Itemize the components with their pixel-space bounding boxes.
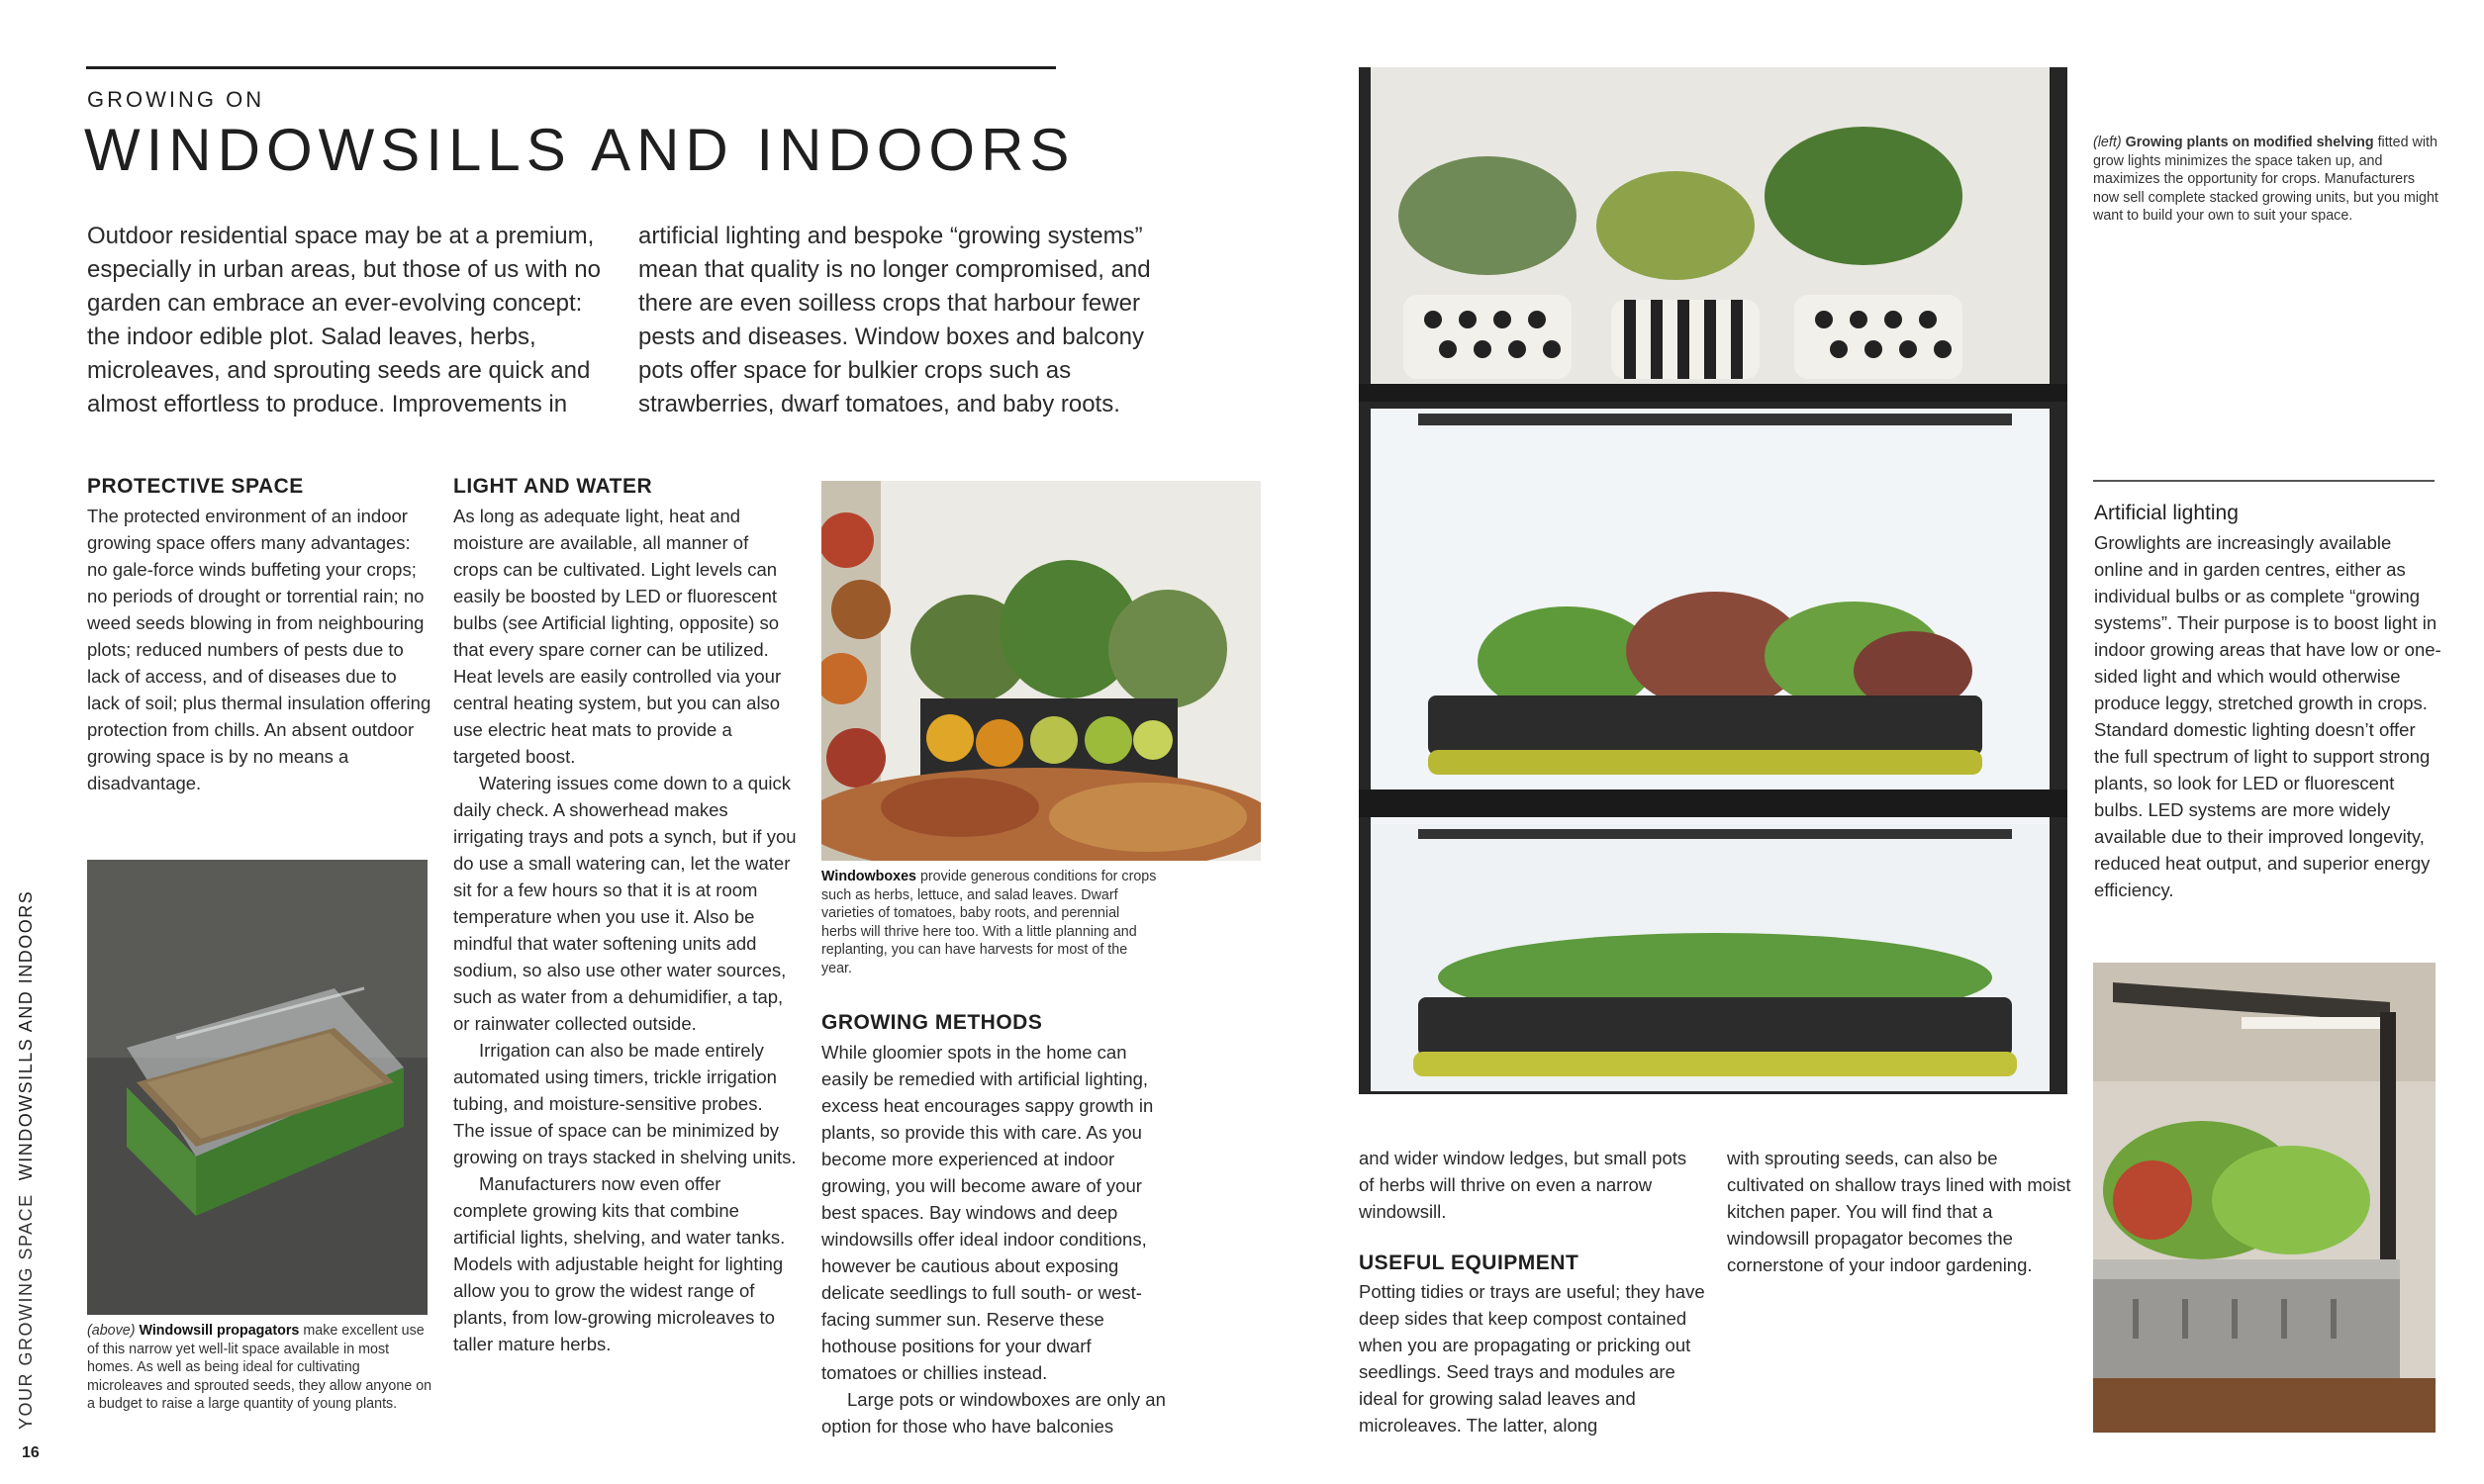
- running-head-chapter: WINDOWSILLS AND INDOORS: [16, 889, 36, 1181]
- sidebar-rule: [2093, 480, 2435, 482]
- header-rule: [86, 66, 1056, 69]
- paragraph: The protected environment of an indoor growing space offers many advantages: no gale-force winds buffeting your crops; no periods of drought or torrential rain; no weed seeds blowing in from neighbouring plots; reduced numbers of pests due to lack of access, and of diseases due to lack of soil; plus thermal insulation offering protection from chills. An absent outdoor growing space is by no means a disadvantage.: [87, 506, 431, 793]
- heading-useful-equipment: USEFUL EQUIPMENT: [1359, 1252, 1579, 1274]
- paragraph: Watering issues come down to a quick daily check. A showerhead makes irrigating trays and pots a synch, but if you do use a small watering can, let the water sit for a few hours so that it is at room temperature when you use it. Also be mindful that water softening units add sodium, so also use other water sources, such as water from a dehumidifier, a tap, or rainwater collected outside.: [453, 773, 797, 1034]
- paragraph: Irrigation can also be made entirely automated using timers, trickle irrigation tubing, and moisture-sensitive probes. The issue of space can be minimized by growing on trays stacked in shelving units.: [453, 1040, 797, 1167]
- page-number: 16: [22, 1444, 40, 1461]
- caption-bold: Windowboxes: [821, 869, 916, 884]
- windowboxes-caption: [821, 868, 1158, 978]
- paragraph: Potting tidies or trays are useful; they have deep sides that keep compost contained when you are propagating or pricking out seedlings. Seed trays and modules are ideal for growing salad leaves and microleaves. The latter, along: [1359, 1281, 1705, 1436]
- page-title: WINDOWSILLS AND INDOORS: [84, 117, 1076, 183]
- shelving-photo: [1359, 67, 2067, 1094]
- heading-protective-space: PROTECTIVE SPACE: [87, 475, 304, 498]
- light-and-water-text: [453, 503, 798, 1357]
- sidebar-heading: Artificial lighting: [2094, 502, 2239, 524]
- heading-growing-methods: GROWING METHODS: [821, 1011, 1043, 1034]
- caption-bold: Growing plants on modified shelving: [2121, 135, 2374, 150]
- intro-column-2: artificial lighting and bespoke “growing systems” mean that quality is no longer compromised, and there are even soilless crops that harbour fewer pests and diseases. Window boxes and balcony pots offer space for bulkier crops such as strawberries, dwarf tomatoes, and baby roots.: [638, 223, 1151, 417]
- windowbox-photo: [821, 481, 1261, 861]
- growing-methods-text: [821, 1039, 1168, 1439]
- protective-space-text: [87, 503, 433, 796]
- caption-text: provide generous conditions for crops such as herbs, lettuce, and salad leaves. Dwarf varieties of tomatoes, baby roots, and perennial herbs will thrive here too. With a little planning and replanting, you can have harvests for most of the year.: [821, 869, 1157, 976]
- caption-text: fitted with grow lights minimizes the space taken up, and maximizes the opportunity for crops. Manufacturers now sell complete stacked growing units, but you might want to build your own to suit your space.: [2093, 135, 2438, 225]
- useful-equipment-text: [1359, 1278, 1705, 1438]
- paragraph: Large pots or windowboxes are only an option for those who have balconies: [821, 1389, 1166, 1437]
- shelving-caption: [2093, 134, 2441, 226]
- useful-equipment-continued: with sprouting seeds, can also be cultivated on shallow trays lined with moist kitchen paper. You will find that a windowsill propagator becomes the cornerstone of your indoor gardening.: [1727, 1148, 2071, 1275]
- propagator-photo: [87, 860, 428, 1315]
- caption-italic: (left): [2093, 135, 2122, 150]
- growing-methods-continued: and wider window ledges, but small pots of herbs will thrive on even a narrow windowsill.: [1359, 1148, 1687, 1222]
- intro-column-1: Outdoor residential space may be at a premium, especially in urban areas, but those of us with no garden can embrace an ever-evolving concept: the indoor edible plot. Salad leaves, herbs, microleaves, and sprouting seeds are quick and almost effortless to produce. Improvements in: [87, 223, 601, 417]
- caption-bold: Windowsill propagators: [135, 1323, 300, 1339]
- paragraph: As long as adequate light, heat and moisture are available, all manner of crops can be cultivated. Light levels can easily be boosted by LED or fluorescent bulbs (see Artificial lighting, opposite) so that every spare corner can be utilized. Heat levels are easily controlled via your central heating system, but you can also use electric heat mats to provide a targeted boost.: [453, 506, 782, 767]
- caption-italic: (above): [87, 1323, 136, 1339]
- propagator-caption: [87, 1322, 433, 1414]
- heading-light-and-water: LIGHT AND WATER: [453, 475, 653, 498]
- grow-kit-photo: [2093, 963, 2436, 1433]
- running-head: [16, 890, 37, 1430]
- kicker: GROWING ON: [87, 87, 265, 112]
- sidebar-body: Growlights are increasingly available online and in garden centres, either as individual bulbs or as complete “growing systems”. Their purpose is to boost light in indoor growing areas that have low or one-sided light and which would otherwise produce leggy, stretched growth in crops. Standard domestic lighting doesn’t offer the full spectrum of light to support strong plants, so look for LED or fluorescent bulbs. LED systems are more widely available due to their improved longevity, reduced heat output, and superior energy efficiency.: [2094, 532, 2441, 900]
- paragraph: While gloomier spots in the home can easily be remedied with artificial lighting, excess heat encourages sappy growth in plants, so provide this with care. As you become more experienced at indoor growing, you will become aware of your best spaces. Bay windows and deep windowsills offer ideal indoor conditions, however be cautious about exposing delicate seedlings to full south- or west-facing summer sun. Reserve these hothouse positions for your dwarf tomatoes or chillies instead.: [821, 1042, 1154, 1383]
- caption-text: make excellent use of this narrow yet well-lit space available in most homes. As well as being ideal for cultivating microleaves and sprouted seeds, they allow anyone on a budget to raise a large quantity of young plants.: [87, 1323, 432, 1413]
- running-head-section: YOUR GROWING SPACE: [16, 1193, 36, 1430]
- paragraph: Manufacturers now even offer complete growing kits that combine artificial lights, shelving, and water tanks. Models with adjustable height for lighting allow you to grow the widest range of plants, from low-growing microleaves to taller mature herbs.: [453, 1173, 786, 1354]
